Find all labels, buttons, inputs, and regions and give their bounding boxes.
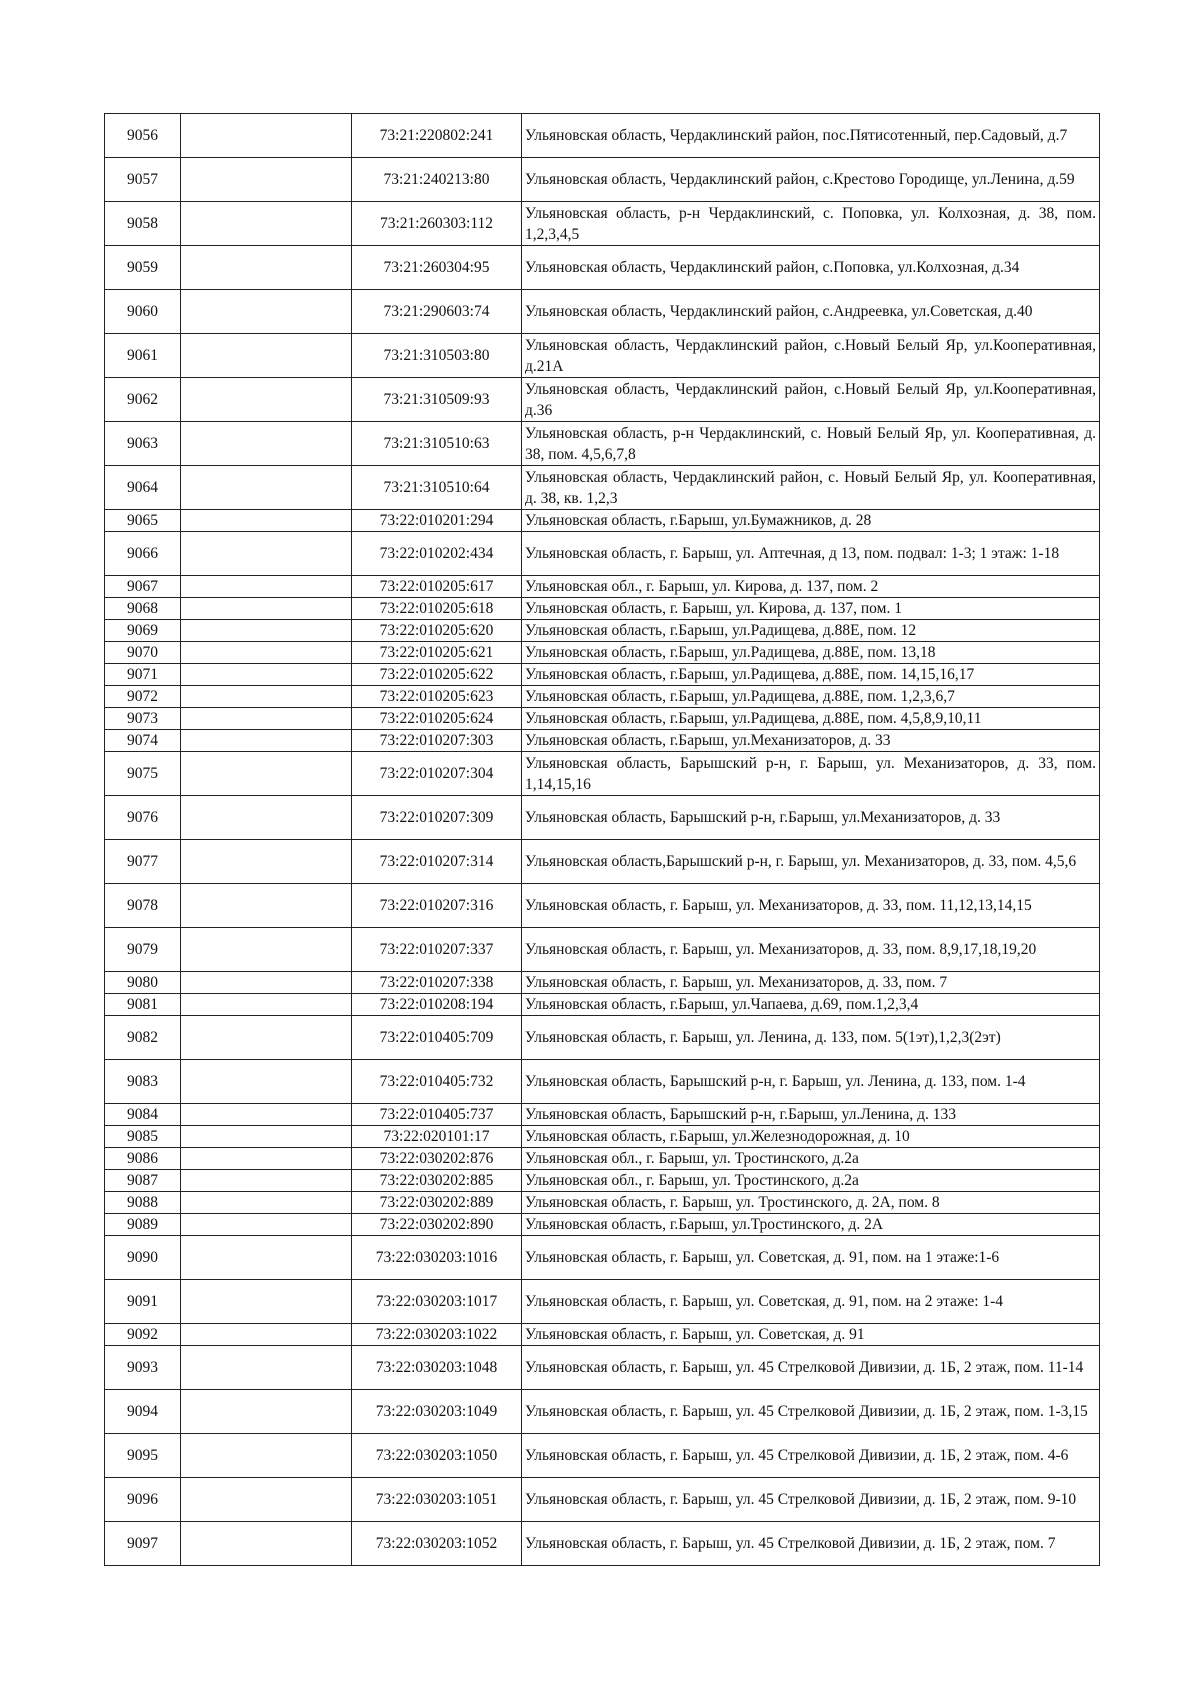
cadastral-number-cell: 73:21:310509:93 bbox=[352, 378, 522, 422]
empty-cell bbox=[181, 972, 352, 994]
table-row bbox=[105, 334, 1100, 378]
empty-cell bbox=[181, 1324, 352, 1346]
empty-cell bbox=[181, 1214, 352, 1236]
empty-cell bbox=[181, 1522, 352, 1566]
cadastral-number-cell: 73:22:010205:621 bbox=[352, 642, 522, 664]
cadastral-number-cell: 73:22:030203:1050 bbox=[352, 1434, 522, 1478]
empty-cell bbox=[181, 1104, 352, 1126]
empty-cell bbox=[181, 642, 352, 664]
row-number-cell: 9061 bbox=[105, 334, 181, 378]
table-row bbox=[105, 686, 1100, 708]
cadastral-number-cell: 73:22:030202:885 bbox=[352, 1170, 522, 1192]
table-row bbox=[105, 1016, 1100, 1060]
table-row bbox=[105, 114, 1100, 158]
cadastral-number-cell: 73:22:010205:620 bbox=[352, 620, 522, 642]
empty-cell bbox=[181, 884, 352, 928]
empty-cell bbox=[181, 466, 352, 510]
row-number-cell: 9092 bbox=[105, 1324, 181, 1346]
empty-cell bbox=[181, 378, 352, 422]
empty-cell bbox=[181, 1478, 352, 1522]
cadastral-number-cell: 73:22:010207:316 bbox=[352, 884, 522, 928]
empty-cell bbox=[181, 334, 352, 378]
table-row bbox=[105, 928, 1100, 972]
address-cell: Ульяновская область, г. Барыш, ул. Советская, д. 91, пом. на 1 этаже:1-6 bbox=[522, 1236, 1100, 1280]
address-cell: Ульяновская область, г. Барыш, ул. 45 Стрелковой Дивизии, д. 1Б, 2 этаж, пом. 9-10 bbox=[522, 1478, 1100, 1522]
address-cell: Ульяновская область, г.Барыш, ул.Механизаторов, д. 33 bbox=[522, 730, 1100, 752]
table-row bbox=[105, 1434, 1100, 1478]
row-number-cell: 9078 bbox=[105, 884, 181, 928]
row-number-cell: 9060 bbox=[105, 290, 181, 334]
row-number-cell: 9086 bbox=[105, 1148, 181, 1170]
cadastral-number-cell: 73:22:010205:617 bbox=[352, 576, 522, 598]
cadastral-number-cell: 73:22:010205:623 bbox=[352, 686, 522, 708]
address-cell: Ульяновская область, г.Барыш, ул.Радищева, д.88Е, пом. 13,18 bbox=[522, 642, 1100, 664]
cadastral-number-cell: 73:22:030202:876 bbox=[352, 1148, 522, 1170]
empty-cell bbox=[181, 532, 352, 576]
table-row bbox=[105, 752, 1100, 796]
row-number-cell: 9094 bbox=[105, 1390, 181, 1434]
address-cell: Ульяновская область, г. Барыш, ул. Аптечная, д 13, пом. подвал: 1-3; 1 этаж: 1-18 bbox=[522, 532, 1100, 576]
cadastral-number-cell: 73:22:030202:889 bbox=[352, 1192, 522, 1214]
table-row bbox=[105, 1280, 1100, 1324]
row-number-cell: 9090 bbox=[105, 1236, 181, 1280]
table-row bbox=[105, 598, 1100, 620]
empty-cell bbox=[181, 1170, 352, 1192]
row-number-cell: 9062 bbox=[105, 378, 181, 422]
address-cell: Ульяновская обл., г. Барыш, ул. Кирова, д. 137, пом. 2 bbox=[522, 576, 1100, 598]
row-number-cell: 9096 bbox=[105, 1478, 181, 1522]
row-number-cell: 9076 bbox=[105, 796, 181, 840]
row-number-cell: 9070 bbox=[105, 642, 181, 664]
empty-cell bbox=[181, 708, 352, 730]
cadastral-number-cell: 73:22:010208:194 bbox=[352, 994, 522, 1016]
row-number-cell: 9065 bbox=[105, 510, 181, 532]
empty-cell bbox=[181, 1280, 352, 1324]
address-cell: Ульяновская область, г. Барыш, ул. Тростинского, д. 2А, пом. 8 bbox=[522, 1192, 1100, 1214]
address-cell: Ульяновская обл., г. Барыш, ул. Тростинского, д.2а bbox=[522, 1148, 1100, 1170]
empty-cell bbox=[181, 796, 352, 840]
table-row bbox=[105, 290, 1100, 334]
cadastral-number-cell: 73:22:010202:434 bbox=[352, 532, 522, 576]
row-number-cell: 9091 bbox=[105, 1280, 181, 1324]
table-row bbox=[105, 994, 1100, 1016]
table-row bbox=[105, 884, 1100, 928]
table-row bbox=[105, 1060, 1100, 1104]
address-cell: Ульяновская область, г.Барыш, ул.Чапаева, д.69, пом.1,2,3,4 bbox=[522, 994, 1100, 1016]
cadastral-number-cell: 73:22:030202:890 bbox=[352, 1214, 522, 1236]
address-cell: Ульяновская область, г. Барыш, ул. Механизаторов, д. 33, пом. 8,9,17,18,19,20 bbox=[522, 928, 1100, 972]
address-cell: Ульяновская область, Барышский р-н, г.Барыш, ул.Ленина, д. 133 bbox=[522, 1104, 1100, 1126]
cadastral-number-cell: 73:22:010405:737 bbox=[352, 1104, 522, 1126]
address-cell: Ульяновская область, г. Барыш, ул. Ленина, д. 133, пом. 5(1эт),1,2,3(2эт) bbox=[522, 1016, 1100, 1060]
empty-cell bbox=[181, 1434, 352, 1478]
table-row bbox=[105, 620, 1100, 642]
cadastral-number-cell: 73:22:030203:1016 bbox=[352, 1236, 522, 1280]
table-row bbox=[105, 422, 1100, 466]
address-cell: Ульяновская область, Барышский р-н, г. Барыш, ул. Ленина, д. 133, пом. 1-4 bbox=[522, 1060, 1100, 1104]
table-body bbox=[105, 114, 1100, 1566]
cadastral-number-cell: 73:22:010207:309 bbox=[352, 796, 522, 840]
row-number-cell: 9088 bbox=[105, 1192, 181, 1214]
empty-cell bbox=[181, 1346, 352, 1390]
cadastral-number-cell: 73:21:220802:241 bbox=[352, 114, 522, 158]
address-cell: Ульяновская область, Чердаклинский район, с.Андреевка, ул.Советская, д.40 bbox=[522, 290, 1100, 334]
address-cell: Ульяновская область, г. Барыш, ул. Советская, д. 91, пом. на 2 этаже: 1-4 bbox=[522, 1280, 1100, 1324]
address-cell: Ульяновская область,Барышский р-н, г. Барыш, ул. Механизаторов, д. 33, пом. 4,5,6 bbox=[522, 840, 1100, 884]
table-row bbox=[105, 378, 1100, 422]
row-number-cell: 9071 bbox=[105, 664, 181, 686]
cadastral-number-cell: 73:22:010207:304 bbox=[352, 752, 522, 796]
address-cell: Ульяновская область, Чердаклинский район, с.Новый Белый Яр, ул.Кооперативная, д.21А bbox=[522, 334, 1100, 378]
table-row bbox=[105, 972, 1100, 994]
address-cell: Ульяновская область, г. Барыш, ул. 45 Стрелковой Дивизии, д. 1Б, 2 этаж, пом. 1-3,15 bbox=[522, 1390, 1100, 1434]
address-cell: Ульяновская область, Чердаклинский район, с.Крестово Городище, ул.Ленина, д.59 bbox=[522, 158, 1100, 202]
address-cell: Ульяновская область, г. Барыш, ул. Механизаторов, д. 33, пом. 7 bbox=[522, 972, 1100, 994]
table-row bbox=[105, 1104, 1100, 1126]
cadastral-number-cell: 73:21:290603:74 bbox=[352, 290, 522, 334]
row-number-cell: 9064 bbox=[105, 466, 181, 510]
empty-cell bbox=[181, 664, 352, 686]
empty-cell bbox=[181, 1126, 352, 1148]
row-number-cell: 9072 bbox=[105, 686, 181, 708]
empty-cell bbox=[181, 686, 352, 708]
table-row bbox=[105, 796, 1100, 840]
row-number-cell: 9068 bbox=[105, 598, 181, 620]
address-cell: Ульяновская обл., г. Барыш, ул. Тростинского, д.2а bbox=[522, 1170, 1100, 1192]
cadastral-number-cell: 73:22:010405:732 bbox=[352, 1060, 522, 1104]
row-number-cell: 9059 bbox=[105, 246, 181, 290]
empty-cell bbox=[181, 290, 352, 334]
empty-cell bbox=[181, 1236, 352, 1280]
cadastral-number-cell: 73:22:030203:1017 bbox=[352, 1280, 522, 1324]
address-cell: Ульяновская область, Чердаклинский район, с. Новый Белый Яр, ул. Кооперативная, д. 38, кв. 1,2,3 bbox=[522, 466, 1100, 510]
cadastral-number-cell: 73:22:010205:618 bbox=[352, 598, 522, 620]
row-number-cell: 9080 bbox=[105, 972, 181, 994]
row-number-cell: 9093 bbox=[105, 1346, 181, 1390]
table-row bbox=[105, 1478, 1100, 1522]
row-number-cell: 9066 bbox=[105, 532, 181, 576]
row-number-cell: 9097 bbox=[105, 1522, 181, 1566]
address-cell: Ульяновская область, г. Барыш, ул. 45 Стрелковой Дивизии, д. 1Б, 2 этаж, пом. 4-6 bbox=[522, 1434, 1100, 1478]
row-number-cell: 9073 bbox=[105, 708, 181, 730]
cadastral-number-cell: 73:21:260304:95 bbox=[352, 246, 522, 290]
table-row bbox=[105, 576, 1100, 598]
row-number-cell: 9074 bbox=[105, 730, 181, 752]
address-cell: Ульяновская область, Чердаклинский район, с.Новый Белый Яр, ул.Кооперативная, д.36 bbox=[522, 378, 1100, 422]
property-register-table bbox=[104, 113, 1100, 1566]
empty-cell bbox=[181, 1016, 352, 1060]
table-row bbox=[105, 1324, 1100, 1346]
table-row bbox=[105, 202, 1100, 246]
address-cell: Ульяновская область, г. Барыш, ул. Механизаторов, д. 33, пом. 11,12,13,14,15 bbox=[522, 884, 1100, 928]
empty-cell bbox=[181, 246, 352, 290]
cadastral-number-cell: 73:21:310510:63 bbox=[352, 422, 522, 466]
address-cell: Ульяновская область, г. Барыш, ул. 45 Стрелковой Дивизии, д. 1Б, 2 этаж, пом. 7 bbox=[522, 1522, 1100, 1566]
row-number-cell: 9085 bbox=[105, 1126, 181, 1148]
row-number-cell: 9069 bbox=[105, 620, 181, 642]
row-number-cell: 9089 bbox=[105, 1214, 181, 1236]
cadastral-number-cell: 73:22:010205:624 bbox=[352, 708, 522, 730]
table-row bbox=[105, 510, 1100, 532]
address-cell: Ульяновская область, Барышский р-н, г.Барыш, ул.Механизаторов, д. 33 bbox=[522, 796, 1100, 840]
table-row bbox=[105, 1170, 1100, 1192]
cadastral-number-cell: 73:22:010405:709 bbox=[352, 1016, 522, 1060]
empty-cell bbox=[181, 928, 352, 972]
table-row bbox=[105, 246, 1100, 290]
table-row bbox=[105, 1390, 1100, 1434]
row-number-cell: 9058 bbox=[105, 202, 181, 246]
address-cell: Ульяновская область, Барышский р-н, г. Барыш, ул. Механизаторов, д. 33, пом. 1,14,15,16 bbox=[522, 752, 1100, 796]
address-cell: Ульяновская область, г.Барыш, ул.Радищева, д.88Е, пом. 14,15,16,17 bbox=[522, 664, 1100, 686]
table-row bbox=[105, 1126, 1100, 1148]
row-number-cell: 9084 bbox=[105, 1104, 181, 1126]
table-row bbox=[105, 840, 1100, 884]
row-number-cell: 9063 bbox=[105, 422, 181, 466]
row-number-cell: 9087 bbox=[105, 1170, 181, 1192]
address-cell: Ульяновская область, р-н Чердаклинский, с. Поповка, ул. Колхозная, д. 38, пом. 1,2,3,4,5 bbox=[522, 202, 1100, 246]
empty-cell bbox=[181, 576, 352, 598]
table-row bbox=[105, 642, 1100, 664]
empty-cell bbox=[181, 158, 352, 202]
table-row bbox=[105, 158, 1100, 202]
empty-cell bbox=[181, 994, 352, 1016]
table-row bbox=[105, 1346, 1100, 1390]
address-cell: Ульяновская область, г.Барыш, ул.Бумажников, д. 28 bbox=[522, 510, 1100, 532]
row-number-cell: 9077 bbox=[105, 840, 181, 884]
row-number-cell: 9083 bbox=[105, 1060, 181, 1104]
table-row bbox=[105, 1236, 1100, 1280]
table-row bbox=[105, 466, 1100, 510]
address-cell: Ульяновская область, Чердаклинский район, с.Поповка, ул.Колхозная, д.34 bbox=[522, 246, 1100, 290]
address-cell: Ульяновская область, г.Барыш, ул.Железнодорожная, д. 10 bbox=[522, 1126, 1100, 1148]
row-number-cell: 9067 bbox=[105, 576, 181, 598]
empty-cell bbox=[181, 422, 352, 466]
row-number-cell: 9057 bbox=[105, 158, 181, 202]
table-row bbox=[105, 532, 1100, 576]
table-row bbox=[105, 1192, 1100, 1214]
cadastral-number-cell: 73:22:020101:17 bbox=[352, 1126, 522, 1148]
cadastral-number-cell: 73:22:010207:303 bbox=[352, 730, 522, 752]
empty-cell bbox=[181, 598, 352, 620]
row-number-cell: 9079 bbox=[105, 928, 181, 972]
address-cell: Ульяновская область, г. Барыш, ул. Кирова, д. 137, пом. 1 bbox=[522, 598, 1100, 620]
empty-cell bbox=[181, 1060, 352, 1104]
cadastral-number-cell: 73:21:260303:112 bbox=[352, 202, 522, 246]
table-row bbox=[105, 708, 1100, 730]
row-number-cell: 9081 bbox=[105, 994, 181, 1016]
empty-cell bbox=[181, 840, 352, 884]
empty-cell bbox=[181, 730, 352, 752]
address-cell: Ульяновская область, г.Барыш, ул.Радищева, д.88Е, пом. 1,2,3,6,7 bbox=[522, 686, 1100, 708]
cadastral-number-cell: 73:22:010201:294 bbox=[352, 510, 522, 532]
cadastral-number-cell: 73:21:310503:80 bbox=[352, 334, 522, 378]
cadastral-number-cell: 73:22:030203:1052 bbox=[352, 1522, 522, 1566]
cadastral-number-cell: 73:22:010205:622 bbox=[352, 664, 522, 686]
empty-cell bbox=[181, 620, 352, 642]
cadastral-number-cell: 73:22:030203:1051 bbox=[352, 1478, 522, 1522]
cadastral-number-cell: 73:22:010207:338 bbox=[352, 972, 522, 994]
row-number-cell: 9082 bbox=[105, 1016, 181, 1060]
empty-cell bbox=[181, 114, 352, 158]
address-cell: Ульяновская область, р-н Чердаклинский, с. Новый Белый Яр, ул. Кооперативная, д. 38, пом. 4,5,6,7,8 bbox=[522, 422, 1100, 466]
empty-cell bbox=[181, 752, 352, 796]
cadastral-number-cell: 73:21:240213:80 bbox=[352, 158, 522, 202]
address-cell: Ульяновская область, Чердаклинский район, пос.Пятисотенный, пер.Садовый, д.7 bbox=[522, 114, 1100, 158]
cadastral-number-cell: 73:22:010207:314 bbox=[352, 840, 522, 884]
empty-cell bbox=[181, 1192, 352, 1214]
table-row bbox=[105, 664, 1100, 686]
cadastral-number-cell: 73:22:030203:1048 bbox=[352, 1346, 522, 1390]
cadastral-number-cell: 73:21:310510:64 bbox=[352, 466, 522, 510]
table-row bbox=[105, 1214, 1100, 1236]
address-cell: Ульяновская область, г.Барыш, ул.Радищева, д.88Е, пом. 4,5,8,9,10,11 bbox=[522, 708, 1100, 730]
row-number-cell: 9075 bbox=[105, 752, 181, 796]
row-number-cell: 9056 bbox=[105, 114, 181, 158]
table-row bbox=[105, 730, 1100, 752]
empty-cell bbox=[181, 202, 352, 246]
cadastral-number-cell: 73:22:010207:337 bbox=[352, 928, 522, 972]
address-cell: Ульяновская область, г.Барыш, ул.Радищева, д.88Е, пом. 12 bbox=[522, 620, 1100, 642]
empty-cell bbox=[181, 1390, 352, 1434]
table-row bbox=[105, 1522, 1100, 1566]
row-number-cell: 9095 bbox=[105, 1434, 181, 1478]
cadastral-number-cell: 73:22:030203:1022 bbox=[352, 1324, 522, 1346]
address-cell: Ульяновская область, г. Барыш, ул. Советская, д. 91 bbox=[522, 1324, 1100, 1346]
address-cell: Ульяновская область, г. Барыш, ул. 45 Стрелковой Дивизии, д. 1Б, 2 этаж, пом. 11-14 bbox=[522, 1346, 1100, 1390]
address-cell: Ульяновская область, г.Барыш, ул.Тростинского, д. 2А bbox=[522, 1214, 1100, 1236]
table-row bbox=[105, 1148, 1100, 1170]
cadastral-number-cell: 73:22:030203:1049 bbox=[352, 1390, 522, 1434]
empty-cell bbox=[181, 1148, 352, 1170]
empty-cell bbox=[181, 510, 352, 532]
